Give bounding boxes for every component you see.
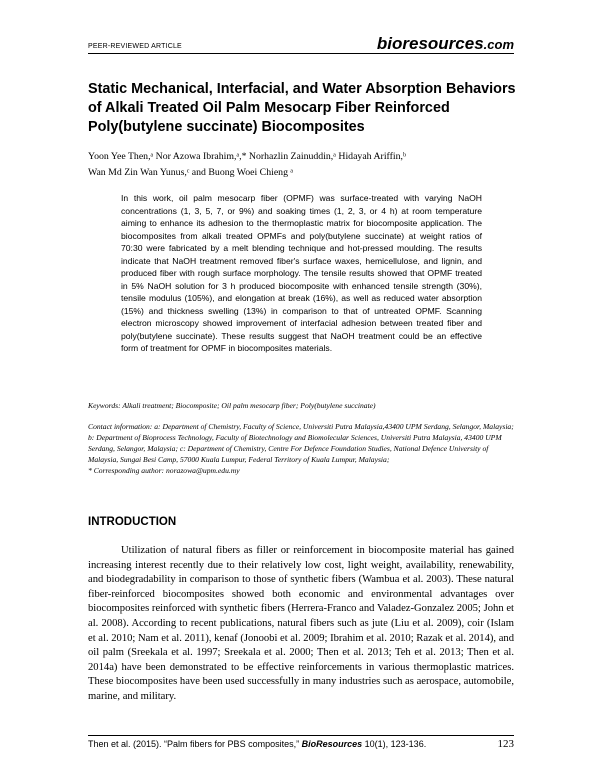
- page-number: 123: [497, 738, 514, 750]
- author-list: [88, 149, 518, 181]
- footer-citation: [88, 739, 426, 749]
- author-line-2: Wan Md Zin Wan Yunus,ᶜ and Buong Woei Chieng ᵃ: [88, 167, 294, 178]
- section-heading: INTRODUCTION: [88, 516, 177, 528]
- brand-suffix: .com: [483, 37, 514, 52]
- footer-rule: [88, 735, 514, 736]
- contact-info: [88, 421, 518, 476]
- paper-title: Static Mechanical, Interfacial, and Water Absorption Behaviors of Alkali Treated Oil Palm Mesocarp Fiber Reinforced Poly(butylene succinate) Biocomposites: [88, 81, 516, 135]
- affiliations: Contact information: a: Department of Chemistry, Faculty of Science, Universiti Putra Malaysia,43400 UPM Serdang, Selangor, Malaysia; b: Department of Bioprocess Technology, Faculty of Biotechnology and Biomolecular Sciences, Universiti Putra Malaysia, 43400 UPM Serdang, Selangor, Malaysia; c: Department of Chemistry, Centre For Defence Foundation Studies, National Defence University of Malaysia, Sungai Besi Camp, 57000 Kuala Lumpur, Federal Territory of Kuala Lumpur, Malaysia;: [88, 422, 514, 464]
- abstract: In this work, oil palm mesocarp fiber (OPMF) was surface-treated with varying NaOH concentrations (1, 3, 5, 7, or 9%) and soaking times (1, 2, 3, or 4 h) at room temperature aiming to enhance its adhesion to the thermoplastic matrix for biocomposite application. The biocomposites from alkali treated OPMFs and poly(butylene succinate) at weight ratios of 70:30 were fabricated by a melt blending technique and hot-pressed moulding. The results indicate that NaOH treatment removed fiber's surface waxes, hemicellulose, and lignin, and produced fiber with rough surface morphology. The tensile results showed that OPMF treated in 5% NaOH solution for 3 h produced biocomposite with enhanced tensile strength (30%), tensile modulus (105%), and elongation at break (16%), as well as reduced water absorption (15%) and thickness swelling (13%) in comparison to that of untreated OPMF. Scanning electron microscopy showed improvement of interfacial adhesion between treated fiber and poly(butylene succinate). These results suggest that NaOH treatment could be an effective form of treatment for OPMF in biocomposites materials.: [121, 193, 482, 353]
- header-rule: [88, 53, 514, 54]
- corresponding-author: * Corresponding author: norazowa@upm.edu.my: [88, 466, 240, 475]
- journal-name: BioResources: [301, 739, 363, 749]
- journal-brand: [377, 34, 514, 54]
- citation-prefix: Then et al. (2015). “Palm fibers for PBS composites,”: [88, 739, 300, 749]
- citation-suffix: 10(1), 123-136.: [364, 739, 427, 749]
- author-line-1: Yoon Yee Then,ᵃ Nor Azowa Ibrahim,ᵃ,* Norhazlin Zainuddin,ᵃ Hidayah Ariffin,ᵇ: [88, 151, 406, 162]
- intro-paragraph: Utilization of natural fibers as filler or reinforcement in biocomposite material has gained increasing interest recently due to their relatively low cost, light weight, availability, renewability, and biodegradability in comparison to those of synthetic fibers (Wambua et al. 2003). These natural fiber-reinforced biocomposites showed both economic and environmental advantages over biocomposites reinforced with synthetic fibers (Herrera-Franco and Valadez-Gonzalez 2005; John et al. 2008). According to recent publications, natural fibers such as jute (Liu et al. 2009), coir (Islam et al. 2010; Nam et al. 2011), kenaf (Jonoobi et al. 2009; Ibrahim et al. 2010; Razak et al. 2014), and oil palm (Sreekala et al. 1997; Sreekala et al. 2000; Then et al. 2013; Teh et al. 2013; Then et al. 2014a) have been demonstrated to be effective reinforcements in various thermoplastic matrices. These biocomposites have been used successfully in many industries such as aerospace, automobile, marine, and military.: [88, 545, 514, 702]
- brand-name: bioresources: [376, 34, 484, 53]
- keywords: Keywords: Alkali treatment; Biocomposite; Oil palm mesocarp fiber; Poly(butylene succinate): [88, 401, 376, 410]
- header-label: PEER-REVIEWED ARTICLE: [88, 43, 182, 50]
